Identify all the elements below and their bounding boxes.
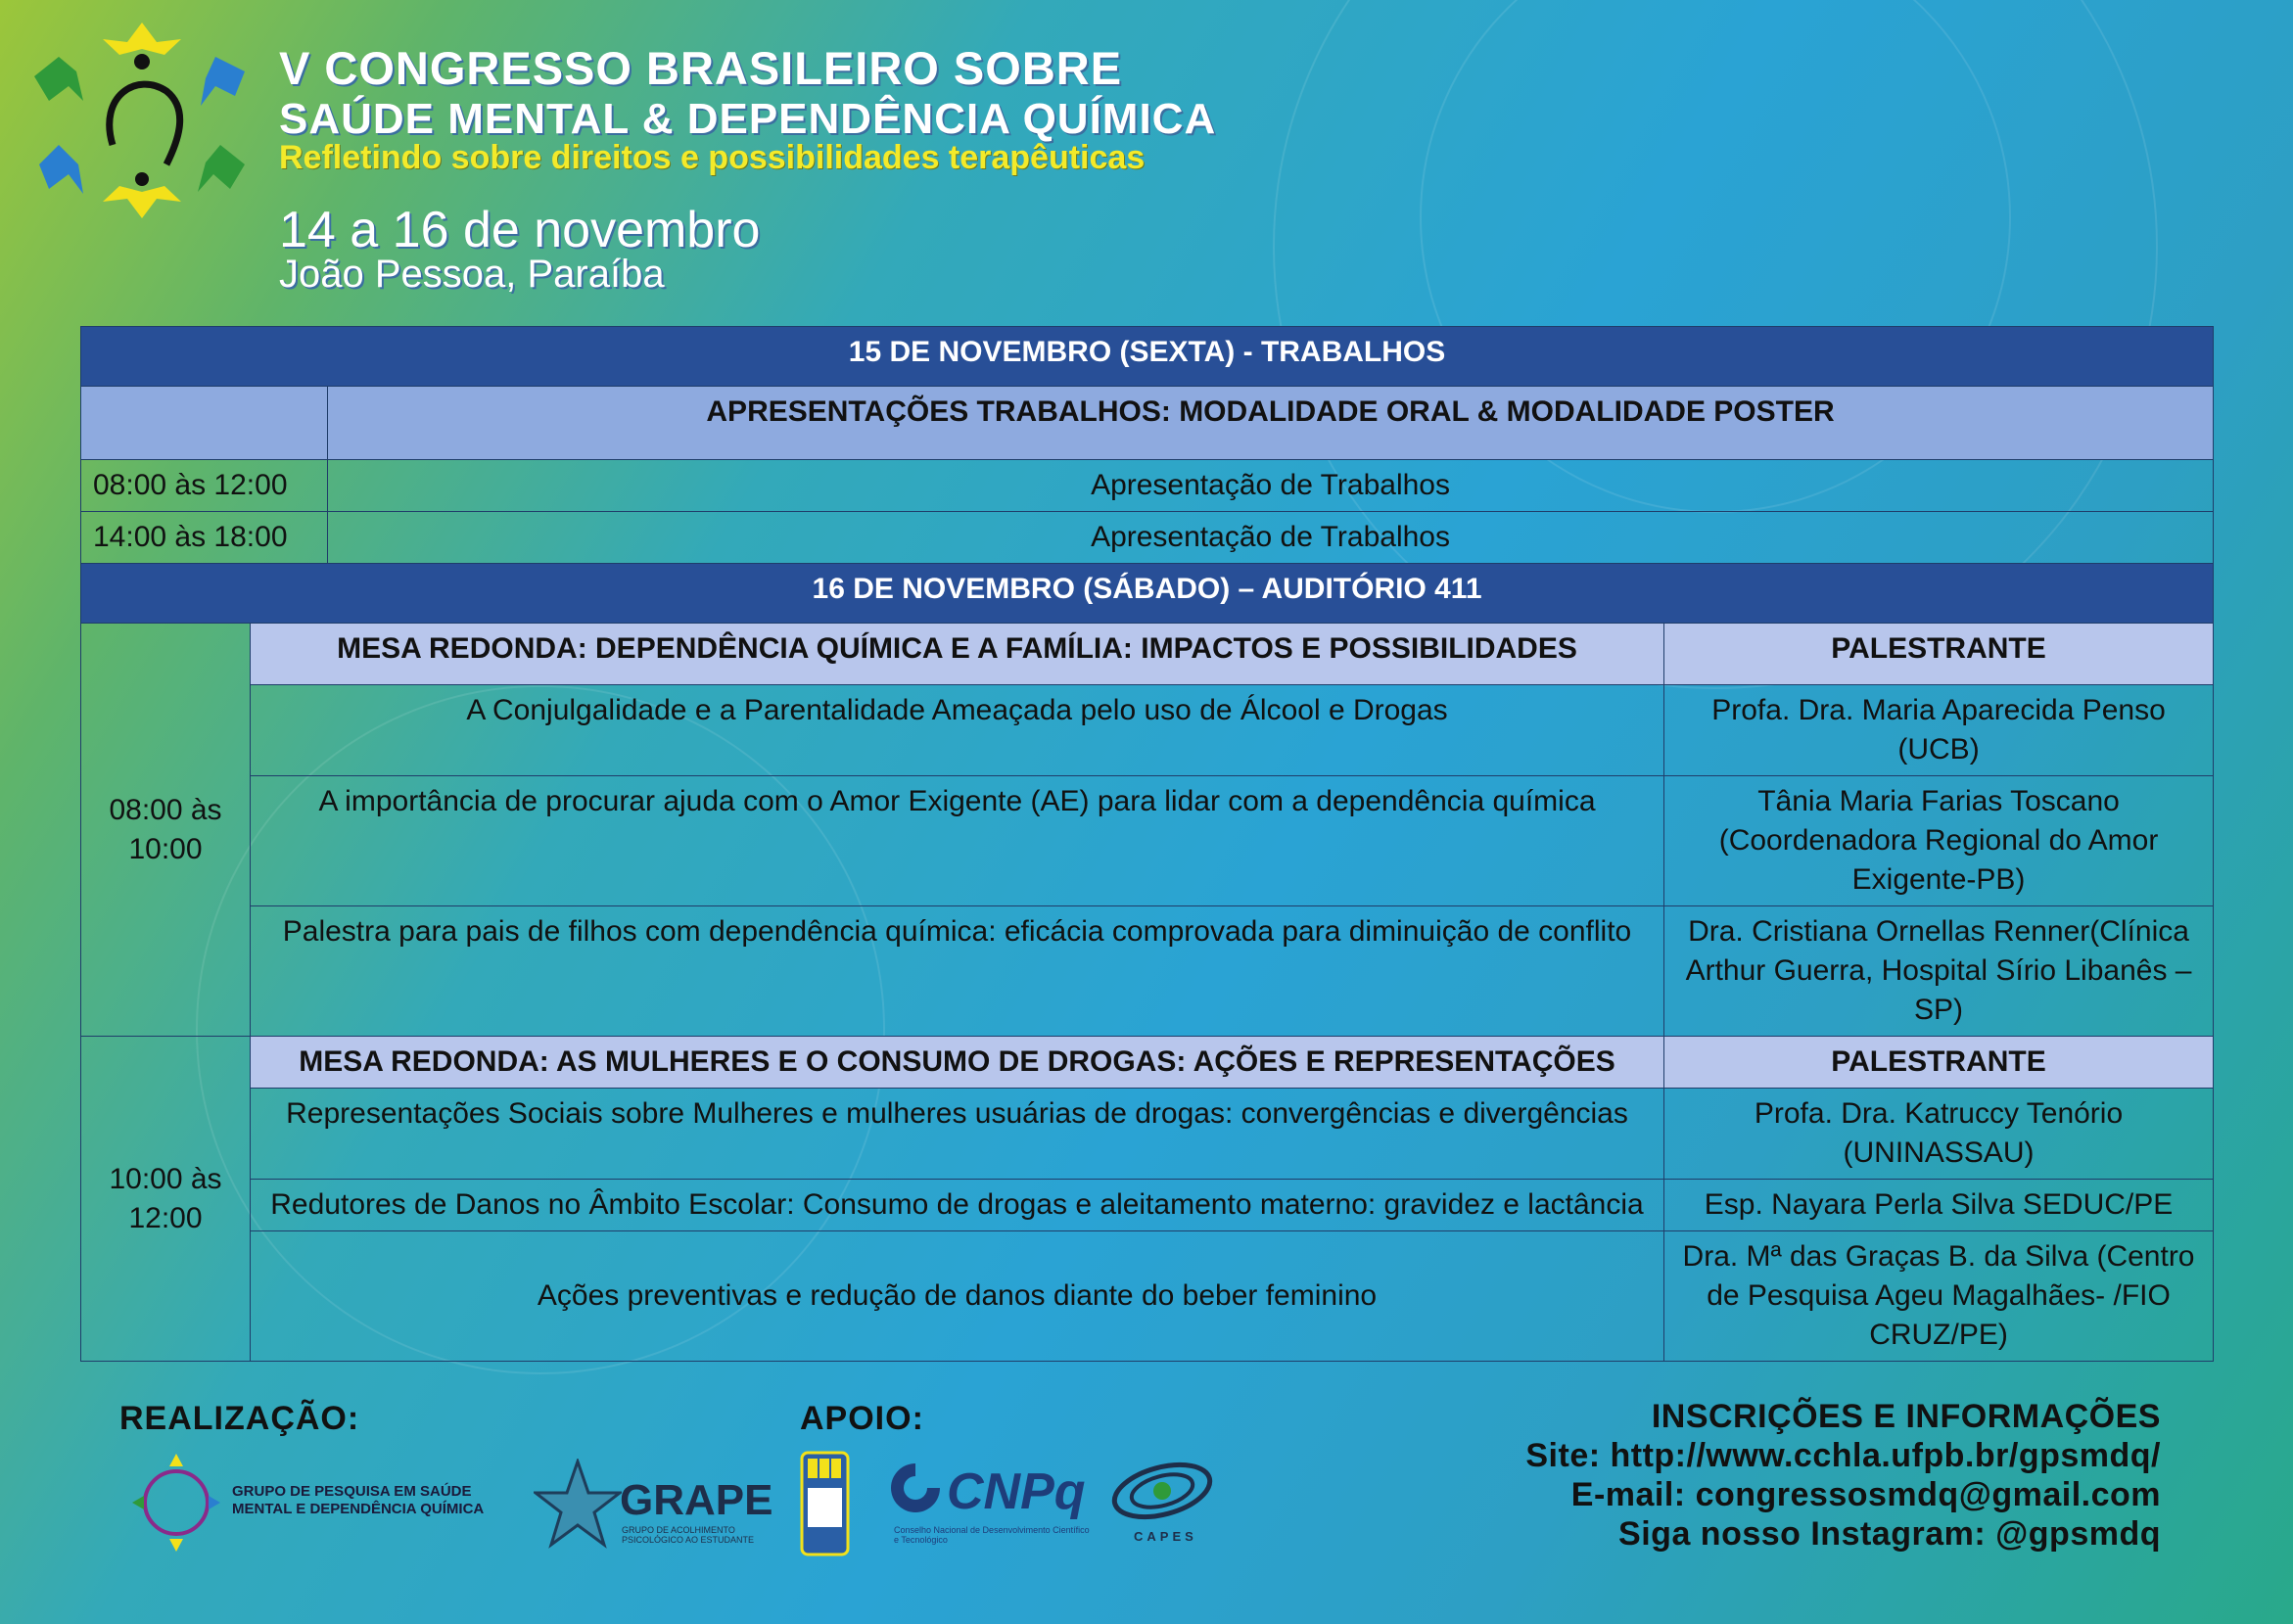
grape-text: GRAPE bbox=[620, 1476, 773, 1524]
block2-mesa-title: MESA REDONDA: AS MULHERES E O CONSUMO DE DROGAS: AÇÕES E REPRESENTAÇÕES bbox=[251, 1037, 1664, 1089]
block2-speaker-header: PALESTRANTE bbox=[1664, 1037, 2214, 1089]
day1-time-header bbox=[81, 387, 328, 460]
block2-talk3-speaker: Dra. Mª das Graças B. da Silva (Centro de Pesquisa Ageu Magalhães- /FIO CRUZ/PE) bbox=[1664, 1231, 2214, 1362]
block2-talk1-speaker: Profa. Dra. Katruccy Tenório (UNINASSAU) bbox=[1664, 1089, 2214, 1180]
congress-title: V CONGRESSO BRASILEIRO SOBRE bbox=[279, 42, 1123, 94]
day1-row1-time: 08:00 às 12:00 bbox=[81, 460, 328, 512]
congress-place: João Pessoa, Paraíba bbox=[279, 253, 665, 296]
cnpq-emblem-icon bbox=[886, 1459, 945, 1522]
capes-logo bbox=[1106, 1457, 1224, 1554]
cnpq-text: CNPq bbox=[947, 1463, 1086, 1520]
congress-theme: SAÚDE MENTAL & DEPENDÊNCIA QUÍMICA bbox=[279, 95, 1217, 143]
grape-logo bbox=[534, 1459, 773, 1556]
day1-subtitle: APRESENTAÇÕES TRABALHOS: MODALIDADE ORAL & MODALIDADE POSTER bbox=[328, 387, 2214, 460]
block1-talk2-speaker: Tânia Maria Farias Toscano (Coordenadora Regional do Amor Exigente-PB) bbox=[1664, 776, 2214, 906]
congress-subtitle: Refletindo sobre direitos e possibilidades terapêuticas bbox=[279, 139, 1146, 176]
capes-emblem-icon bbox=[1106, 1457, 1219, 1525]
block2-talk1-title: Representações Sociais sobre Mulheres e mulheres usuárias de drogas: convergências e divergências bbox=[251, 1089, 1664, 1180]
day1-header: 15 DE NOVEMBRO (SEXTA) - TRABALHOS bbox=[81, 327, 2214, 387]
realizacao-label: REALIZAÇÃO: bbox=[119, 1400, 360, 1437]
congress-logo bbox=[20, 18, 264, 223]
grape-star-icon bbox=[534, 1459, 622, 1552]
gpsmdq-logo bbox=[122, 1449, 524, 1556]
grape-subtext: GRUPO DE ACOLHIMENTO PSICOLÓGICO AO ESTUDANTE bbox=[622, 1525, 755, 1545]
block2-talk2-speaker: Esp. Nayara Perla Silva SEDUC/PE bbox=[1664, 1180, 2214, 1231]
block1-mesa-title: MESA REDONDA: DEPENDÊNCIA QUÍMICA E A FAMÍLIA: IMPACTOS E POSSIBILIDADES bbox=[251, 624, 1664, 685]
apoio-label: APOIO: bbox=[800, 1400, 924, 1437]
day2-header: 16 DE NOVEMBRO (SÁBADO) – AUDITÓRIO 411 bbox=[81, 564, 2214, 624]
block1-talk1-title: A Conjulgalidade e a Parentalidade Ameaçada pelo uso de Álcool e Drogas bbox=[251, 685, 1664, 776]
day1-row2-activity: Apresentação de Trabalhos bbox=[328, 512, 2214, 564]
email-link[interactable]: E-mail: congressosmdq@gmail.com bbox=[1570, 1476, 2161, 1513]
block1-speaker-header: PALESTRANTE bbox=[1664, 624, 2214, 685]
block2-talk2-title: Redutores de Danos no Âmbito Escolar: Consumo de drogas e aleitamento materno: gravidez e lactância bbox=[251, 1180, 1664, 1231]
day1-row2-time: 14:00 às 18:00 bbox=[81, 512, 328, 564]
cnpq-logo bbox=[886, 1459, 1097, 1556]
cnpq-subtext: Conselho Nacional de Desenvolvimento Científico e Tecnológico bbox=[894, 1525, 1090, 1545]
block2-talk3-title: Ações preventivas e redução de danos diante do beber feminino bbox=[251, 1231, 1664, 1362]
ufpb-shield-icon bbox=[798, 1449, 852, 1558]
block1-talk1-speaker: Profa. Dra. Maria Aparecida Penso (UCB) bbox=[1664, 685, 2214, 776]
congress-date: 14 a 16 de novembro bbox=[279, 202, 761, 258]
instagram-handle[interactable]: Siga nosso Instagram: @gpsmdq bbox=[1618, 1515, 2161, 1553]
block1-talk2-title: A importância de procurar ajuda com o Amor Exigente (AE) para lidar com a dependência química bbox=[251, 776, 1664, 906]
block2-time: 10:00 às 12:00 bbox=[81, 1037, 251, 1362]
block1-time: 08:00 às 10:00 bbox=[81, 624, 251, 1037]
gpsmdq-logo-text: GRUPO DE PESQUISA EM SAÚDE MENTAL E DEPENDÊNCIA QUÍMICA bbox=[232, 1483, 485, 1517]
schedule-table bbox=[80, 326, 2213, 1362]
block1-talk3-title: Palestra para pais de filhos com dependência química: eficácia comprovada para diminuição de conflito bbox=[251, 906, 1664, 1037]
info-title: INSCRIÇÕES E INFORMAÇÕES bbox=[1651, 1398, 2161, 1435]
day1-row1-activity: Apresentação de Trabalhos bbox=[328, 460, 2214, 512]
capes-text: CAPES bbox=[1134, 1529, 1197, 1544]
site-link[interactable]: Site: http://www.cchla.ufpb.br/gpsmdq/ bbox=[1525, 1437, 2161, 1474]
block1-talk3-speaker: Dra. Cristiana Ornellas Renner(Clínica Arthur Guerra, Hospital Sírio Libanês – SP) bbox=[1664, 906, 2214, 1037]
gpsmdq-emblem-icon bbox=[122, 1449, 230, 1556]
